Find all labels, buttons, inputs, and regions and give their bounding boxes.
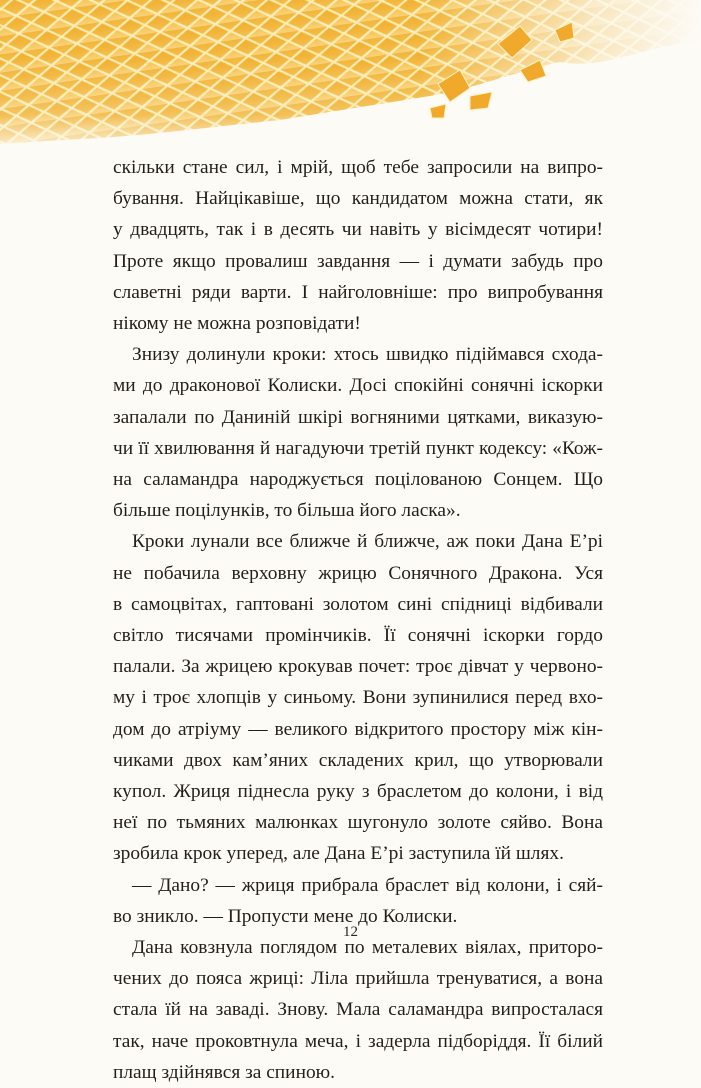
text-line: світло тисячами промінчиків. Її сонячні іскорки гордо	[113, 625, 603, 647]
paragraph-1	[113, 152, 603, 339]
paragraph-3	[113, 526, 603, 869]
paragraph-4-dialogue	[113, 870, 603, 932]
text-line: Знизу долинули кроки: хтось швидко підіймався схода-	[132, 344, 603, 366]
text-line: неї по тьмяних малюнках шугонуло золоте сяйво. Вона	[113, 812, 603, 834]
text-line: Кроки лунали все ближче й ближче, аж поки Дана Е’рі	[132, 531, 603, 553]
text-line: Проте якщо провалиш завдання — і думати забудь про	[113, 250, 603, 272]
paragraph-2	[113, 339, 603, 526]
dragon-scale-header-illustration	[0, 0, 701, 160]
text-line: чених до пояса жриці: Ліла прийшла тренуватися, а вона	[113, 968, 603, 990]
text-line: дом до атріуму — великого відкритого простору між кін-	[113, 718, 603, 740]
text-line: плащ здійнявся за спиною.	[113, 1061, 335, 1083]
text-line: чи її хвилювання й нагадуючи третій пункт кодексу: «Кож-	[113, 437, 603, 459]
text-line: славетні ряди варти. І найголовніше: про випробування	[113, 281, 603, 303]
text-line: зробила крок уперед, але Дана Е’рі заступила їй шлях.	[113, 843, 564, 865]
text-line: купол. Жриця піднесла руку з браслетом до колони, і від	[113, 781, 603, 803]
text-line: в самоцвітах, гаптовані золотом сині спідниці відбивали	[113, 593, 603, 615]
text-line: нікому не можна розповідати!	[113, 313, 361, 335]
text-line: — Дано? — жриця прибрала браслет від колони, і сяй-	[132, 874, 603, 896]
text-line: більше поцілунків, то більша його ласка».	[113, 500, 461, 522]
page-text	[113, 152, 603, 1088]
text-line: чиками двох кам’яних складених крил, що утворювали	[113, 749, 603, 771]
text-line: му і троє хлопців у синьому. Вони зупинилися перед вхо-	[113, 687, 603, 709]
text-line: стала їй на заваді. Знову. Мала саламандра випросталася	[113, 999, 603, 1021]
text-line: запалали по Даниній шкірі вогняними цятками, виказую-	[113, 406, 603, 428]
text-line: палали. За жрицею крокував почет: троє дівчат у червоно-	[113, 656, 603, 678]
text-line: бування. Найцікавіше, що кандидатом можна стати, як	[113, 188, 603, 210]
page-number: 12	[343, 924, 358, 940]
text-line: во зникло. — Пропусти мене до Колиски.	[113, 905, 458, 927]
paragraph-5	[113, 932, 603, 1088]
text-line: ми до драконової Колиски. Досі спокійні сонячні іскорки	[113, 375, 603, 397]
text-line: скільки стане сил, і мрій, щоб тебе запросили на випро-	[113, 157, 603, 178]
text-line: у двадцять, так і в десять чи навіть у вісімдесят чотири!	[113, 219, 603, 241]
text-line: так, наче проковтнула меча, і задерла підборіддя. Її білий	[113, 1030, 603, 1052]
text-line: на саламандра народжується поцілованою Сонцем. Що	[113, 469, 603, 491]
text-line: Дана ковзнула поглядом по металевих віялах, приторо-	[132, 937, 603, 959]
text-line: не побачила верховну жрицю Сонячного Дракона. Уся	[113, 562, 603, 584]
